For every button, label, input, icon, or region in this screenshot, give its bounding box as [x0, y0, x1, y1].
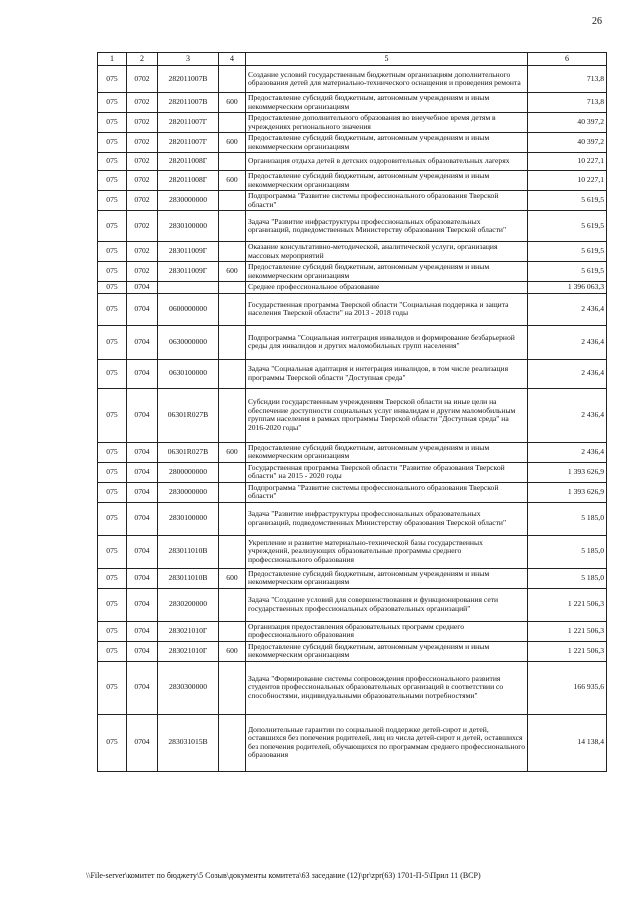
cell-section: 075: [98, 211, 127, 242]
cell-sum: 2 436,4: [528, 293, 607, 325]
cell-expense-type: 600: [219, 171, 246, 191]
table-row: [98, 191, 607, 211]
table-row: [98, 462, 607, 482]
cell-target-article: 06301R027В: [158, 442, 219, 462]
cell-section: 075: [98, 242, 127, 262]
cell-section: 075: [98, 153, 127, 171]
cell-name: Предоставление субсидий бюджетным, автономным учреждениям и иным некоммерческим организациям: [246, 93, 528, 113]
cell-expense-type: [219, 66, 246, 93]
table-row: [98, 714, 607, 771]
cell-section: 075: [98, 621, 127, 641]
table-row: [98, 388, 607, 442]
cell-name: Предоставление субсидий бюджетным, автономным учреждениям и иным некоммерческим организациям: [246, 262, 528, 282]
column-header-6: 6: [528, 53, 607, 66]
cell-target-article: 283011010В: [158, 568, 219, 588]
cell-name: Предоставление субсидий бюджетным, автономным учреждениям и иным некоммерческим организациям: [246, 641, 528, 661]
column-header-2: 2: [127, 53, 158, 66]
cell-target-article: 2800000000: [158, 462, 219, 482]
cell-section: 075: [98, 171, 127, 191]
cell-subsection: 0702: [127, 66, 158, 93]
cell-name: Подпрограмма "Развитие системы профессионального образования Тверской области": [246, 482, 528, 502]
cell-sum: 713,8: [528, 93, 607, 113]
cell-subsection: 0702: [127, 93, 158, 113]
cell-sum: 713,8: [528, 66, 607, 93]
cell-section: 075: [98, 93, 127, 113]
cell-expense-type: [219, 588, 246, 621]
cell-subsection: 0704: [127, 282, 158, 294]
cell-expense-type: [219, 153, 246, 171]
cell-sum: 2 436,4: [528, 442, 607, 462]
cell-subsection: 0704: [127, 568, 158, 588]
cell-expense-type: 600: [219, 641, 246, 661]
budget-table: [97, 52, 607, 772]
cell-sum: 2 436,4: [528, 359, 607, 388]
cell-name: Создание условий государственным бюджетным организациям дополнительного образования детей для материально-технического оснащения и проведения ремонта: [246, 66, 528, 93]
table-row: [98, 359, 607, 388]
cell-subsection: 0704: [127, 388, 158, 442]
cell-section: 075: [98, 113, 127, 133]
cell-expense-type: 600: [219, 442, 246, 462]
cell-section: 075: [98, 714, 127, 771]
cell-subsection: 0702: [127, 113, 158, 133]
cell-target-article: 283021010Г: [158, 621, 219, 641]
footer-file-path: \\File-server\комитет по бюджету\5 Созыв\документы комитета\63 заседание (12)\pr\zpr(63) 1701-П-5\Прил 11 (ВСР): [86, 871, 481, 880]
cell-sum: 10 227,1: [528, 171, 607, 191]
cell-section: 075: [98, 661, 127, 714]
cell-subsection: 0704: [127, 482, 158, 502]
cell-target-article: 282011007Г: [158, 113, 219, 133]
cell-name: Государственная программа Тверской области "Развитие образования Тверской области" на 2015 - 2020 годы: [246, 462, 528, 482]
cell-expense-type: 600: [219, 262, 246, 282]
table-row: [98, 66, 607, 93]
cell-expense-type: [219, 113, 246, 133]
cell-name: Дополнительные гарантии по социальной поддержке детей-сирот и детей, оставшихся без попечения родителей, лиц из числа детей-сирот и детей, оставшихся без попечения родителей, обучающихся по программам среднего профессионального образования: [246, 714, 528, 771]
cell-target-article: 283011009Г: [158, 242, 219, 262]
cell-name: Задача "Формирование системы сопровождения профессионального развития студентов профессиональных образовательных организаций в соответствии со способностями, индивидуальными образовательными потребностями": [246, 661, 528, 714]
cell-subsection: 0704: [127, 359, 158, 388]
cell-target-article: 283011010В: [158, 535, 219, 568]
cell-target-article: 282011007В: [158, 93, 219, 113]
cell-expense-type: [219, 359, 246, 388]
cell-subsection: 0702: [127, 171, 158, 191]
cell-section: 075: [98, 282, 127, 294]
cell-section: 075: [98, 641, 127, 661]
cell-name: Организация предоставления образовательных программ среднего профессионального образования: [246, 621, 528, 641]
cell-name: Оказание консультативно-методической, аналитической услуги, организация массовых мероприятий: [246, 242, 528, 262]
cell-target-article: 2830300000: [158, 661, 219, 714]
cell-expense-type: [219, 714, 246, 771]
cell-section: 075: [98, 462, 127, 482]
cell-subsection: 0702: [127, 242, 158, 262]
cell-subsection: 0704: [127, 661, 158, 714]
cell-name: Государственная программа Тверской области "Социальная поддержка и защита населения Тверской области" на 2013 - 2018 годы: [246, 293, 528, 325]
table-row: [98, 621, 607, 641]
cell-name: Среднее профессиональное образование: [246, 282, 528, 294]
cell-target-article: 283031015В: [158, 714, 219, 771]
cell-sum: 5 619,5: [528, 262, 607, 282]
cell-name: Организация отдыха детей в детских оздоровительных образовательных лагерях: [246, 153, 528, 171]
cell-expense-type: [219, 482, 246, 502]
cell-sum: 5 185,0: [528, 568, 607, 588]
page-number: 26: [592, 16, 602, 27]
cell-section: 075: [98, 293, 127, 325]
table-row: [98, 113, 607, 133]
table-row: [98, 133, 607, 153]
cell-subsection: 0704: [127, 462, 158, 482]
table-row: [98, 293, 607, 325]
cell-target-article: 0630100000: [158, 359, 219, 388]
cell-sum: 5 619,5: [528, 242, 607, 262]
cell-sum: 1 396 063,3: [528, 282, 607, 294]
cell-target-article: 2830000000: [158, 191, 219, 211]
cell-expense-type: [219, 191, 246, 211]
cell-section: 075: [98, 388, 127, 442]
cell-section: 075: [98, 325, 127, 359]
table-row: [98, 588, 607, 621]
cell-sum: 5 619,5: [528, 211, 607, 242]
cell-section: 075: [98, 66, 127, 93]
cell-sum: 1 221 506,3: [528, 641, 607, 661]
cell-subsection: 0704: [127, 588, 158, 621]
cell-name: Подпрограмма "Развитие системы профессионального образования Тверской области": [246, 191, 528, 211]
cell-sum: 14 138,4: [528, 714, 607, 771]
cell-target-article: 283011009Г: [158, 262, 219, 282]
cell-name: Задача "Развитие инфраструктуры профессиональных образовательных организаций, подведомственных Министерству образования Тверской области": [246, 211, 528, 242]
cell-expense-type: 600: [219, 568, 246, 588]
cell-subsection: 0702: [127, 211, 158, 242]
cell-sum: 1 221 506,3: [528, 621, 607, 641]
cell-sum: 2 436,4: [528, 388, 607, 442]
cell-name: Укрепление и развитие материально-технической базы государственных учреждений, реализующих образовательные программы среднего профессионального образования: [246, 535, 528, 568]
table-row: [98, 442, 607, 462]
cell-target-article: 282011008Г: [158, 171, 219, 191]
cell-sum: 5 185,0: [528, 502, 607, 535]
cell-sum: 10 227,1: [528, 153, 607, 171]
table-row: [98, 242, 607, 262]
cell-expense-type: 600: [219, 133, 246, 153]
cell-name: Задача "Развитие инфраструктуры профессиональных образовательных организаций, подведомственных Министерству образования Тверской области": [246, 502, 528, 535]
cell-section: 075: [98, 568, 127, 588]
cell-name: Предоставление дополнительного образования во внеучебное время детям в учреждениях регионального значения: [246, 113, 528, 133]
cell-subsection: 0704: [127, 502, 158, 535]
cell-target-article: 0630000000: [158, 325, 219, 359]
cell-name: Предоставление субсидий бюджетным, автономным учреждениям и иным некоммерческим организациям: [246, 568, 528, 588]
cell-section: 075: [98, 133, 127, 153]
cell-section: 075: [98, 535, 127, 568]
cell-expense-type: 600: [219, 93, 246, 113]
cell-target-article: 2830100000: [158, 502, 219, 535]
cell-section: 075: [98, 502, 127, 535]
column-header-3: 3: [158, 53, 219, 66]
table-row: [98, 482, 607, 502]
column-header-5: 5: [246, 53, 528, 66]
cell-section: 075: [98, 262, 127, 282]
cell-section: 075: [98, 588, 127, 621]
cell-name: Задача "Создание условий для совершенствования и функционирования сети государственных профессиональных образовательных организаций": [246, 588, 528, 621]
cell-expense-type: [219, 462, 246, 482]
column-header-1: 1: [98, 53, 127, 66]
cell-target-article: 0600000000: [158, 293, 219, 325]
table-header-row: [98, 53, 607, 66]
table-row: [98, 153, 607, 171]
cell-target-article: [158, 282, 219, 294]
cell-sum: 5 185,0: [528, 535, 607, 568]
table-row: [98, 171, 607, 191]
cell-name: Предоставление субсидий бюджетным, автономным учреждениям и иным некоммерческим организациям: [246, 442, 528, 462]
table-body: [98, 66, 607, 772]
cell-expense-type: [219, 282, 246, 294]
cell-subsection: 0704: [127, 293, 158, 325]
cell-sum: 166 935,6: [528, 661, 607, 714]
cell-subsection: 0704: [127, 641, 158, 661]
cell-sum: 5 619,5: [528, 191, 607, 211]
table-row: [98, 262, 607, 282]
table-row: [98, 661, 607, 714]
cell-sum: 1 393 626,9: [528, 482, 607, 502]
cell-expense-type: [219, 293, 246, 325]
cell-name: Предоставление субсидий бюджетным, автономным учреждениям и иным некоммерческим организациям: [246, 171, 528, 191]
cell-name: Подпрограмма "Социальная интеграция инвалидов и формирование безбарьерной среды для инвалидов и других маломобильных групп населения": [246, 325, 528, 359]
cell-subsection: 0704: [127, 442, 158, 462]
cell-subsection: 0702: [127, 262, 158, 282]
cell-section: 075: [98, 359, 127, 388]
table-row: [98, 568, 607, 588]
cell-expense-type: [219, 242, 246, 262]
cell-expense-type: [219, 388, 246, 442]
column-header-4: 4: [219, 53, 246, 66]
cell-expense-type: [219, 535, 246, 568]
cell-target-article: 282011007Г: [158, 133, 219, 153]
cell-subsection: 0704: [127, 621, 158, 641]
cell-section: 075: [98, 482, 127, 502]
table-row: [98, 325, 607, 359]
cell-section: 075: [98, 191, 127, 211]
cell-expense-type: [219, 621, 246, 641]
table-row: [98, 502, 607, 535]
table-row: [98, 641, 607, 661]
cell-expense-type: [219, 502, 246, 535]
cell-target-article: 06301R027В: [158, 388, 219, 442]
cell-name: Задача "Социальная адаптация и интеграция инвалидов, в том числе реализация программы Тверской области "Доступная среда": [246, 359, 528, 388]
cell-sum: 40 397,2: [528, 133, 607, 153]
cell-subsection: 0702: [127, 133, 158, 153]
cell-expense-type: [219, 661, 246, 714]
table-row: [98, 211, 607, 242]
cell-target-article: 282011007В: [158, 66, 219, 93]
cell-expense-type: [219, 211, 246, 242]
cell-sum: 1 393 626,9: [528, 462, 607, 482]
cell-sum: 2 436,4: [528, 325, 607, 359]
cell-subsection: 0704: [127, 535, 158, 568]
table-row: [98, 93, 607, 113]
table-row: [98, 535, 607, 568]
cell-target-article: 2830200000: [158, 588, 219, 621]
cell-subsection: 0702: [127, 153, 158, 171]
cell-sum: 40 397,2: [528, 113, 607, 133]
cell-subsection: 0704: [127, 325, 158, 359]
table-row: [98, 282, 607, 294]
cell-target-article: 282011008Г: [158, 153, 219, 171]
cell-target-article: 283021010Г: [158, 641, 219, 661]
cell-subsection: 0702: [127, 191, 158, 211]
cell-name: Субсидии государственным учреждениям Тверской области на иные цели на обеспечение доступности социальных услуг инвалидам и другим маломобильным группам населения в рамках программы Тверской области "Доступная среда" на 2016-2020 годы": [246, 388, 528, 442]
cell-target-article: 2830100000: [158, 211, 219, 242]
cell-subsection: 0704: [127, 714, 158, 771]
cell-expense-type: [219, 325, 246, 359]
cell-section: 075: [98, 442, 127, 462]
cell-sum: 1 221 506,3: [528, 588, 607, 621]
cell-target-article: 2830000000: [158, 482, 219, 502]
cell-name: Предоставление субсидий бюджетным, автономным учреждениям и иным некоммерческим организациям: [246, 133, 528, 153]
